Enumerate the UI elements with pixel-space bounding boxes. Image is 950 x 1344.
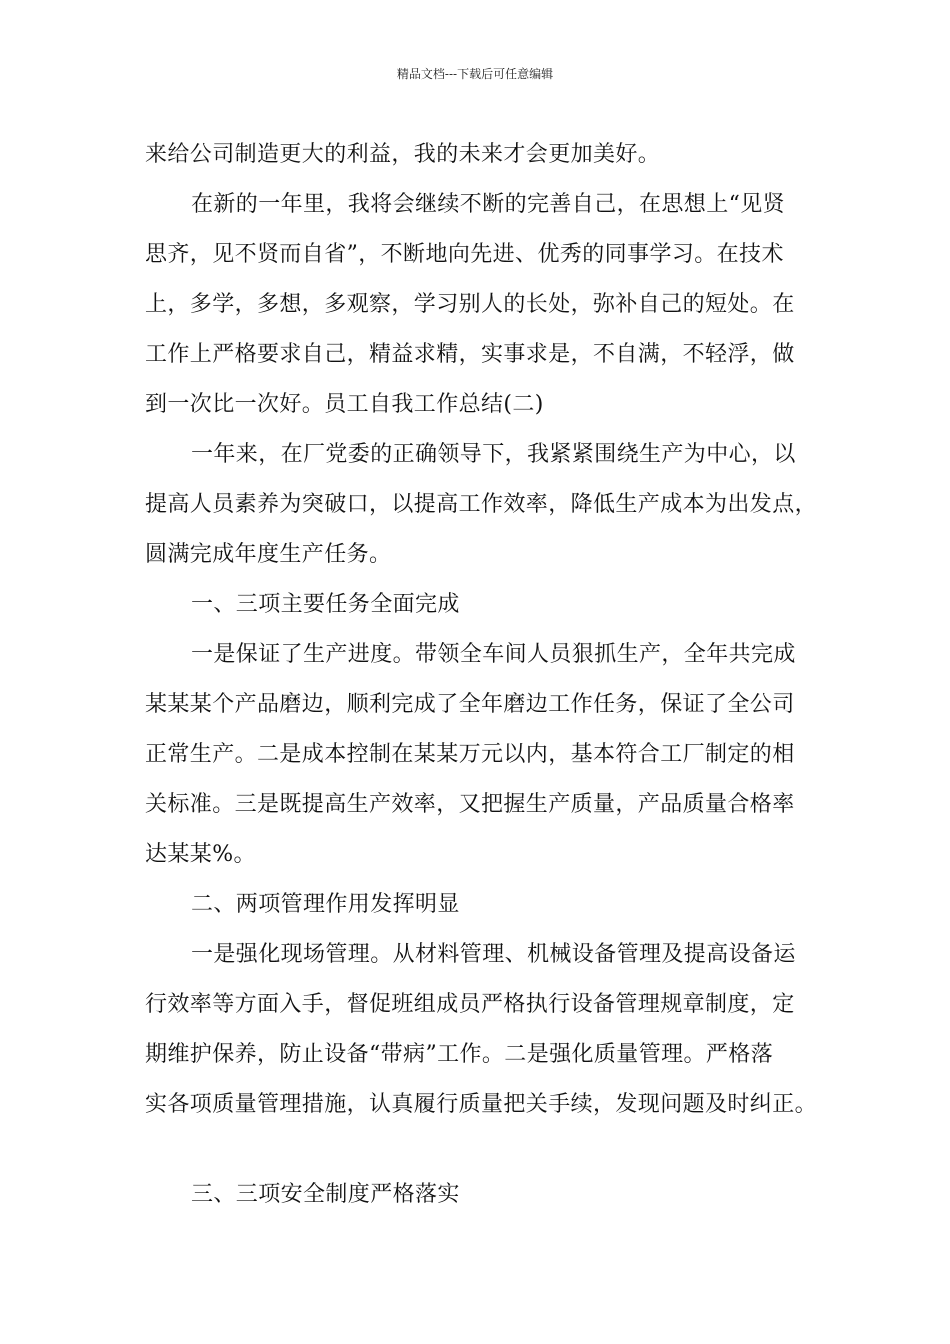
text-line: 行效率等方面入手，督促班组成员严格执行设备管理规章制度，定 (145, 992, 795, 1017)
text-line: 来给公司制造更大的利益，我的未来才会更加美好。 (145, 142, 661, 167)
paragraph-spacer (145, 1130, 825, 1170)
paragraph-first-line: 一年来，在厂党委的正确领导下，我紧紧围绕生产为中心，以 (191, 442, 796, 467)
text-line: 期维护保养，防止设备“带病”工作。二是强化质量管理。严格落 (145, 1042, 774, 1067)
section-heading: 二、两项管理作用发挥明显 (191, 892, 460, 917)
text-line: 实各项质量管理措施，认真履行质量把关手续，发现问题及时纠正。 (145, 1092, 818, 1117)
paragraph-first-line: 一是强化现场管理。从材料管理、机械设备管理及提高设备运 (191, 942, 796, 967)
text-line: 思齐，见不贤而自省”，不断地向先进、优秀的同事学习。在技术 (145, 242, 784, 267)
paragraph-first-line: 一是保证了生产进度。带领全车间人员狠抓生产，全年共完成 (191, 642, 796, 667)
text-line: 某某某个产品磨边，顺利完成了全年磨边工作任务，保证了全公司 (145, 692, 795, 717)
text-line: 关标准。三是既提高生产效率，又把握生产质量，产品质量合格率 (145, 792, 795, 817)
section-heading: 一、三项主要任务全面完成 (191, 592, 460, 617)
section-heading: 三、三项安全制度严格落实 (191, 1182, 460, 1207)
text-line: 提高人员素养为突破口，以提高工作效率，降低生产成本为出发点， (145, 492, 818, 517)
paragraph-first-line: 在新的一年里，我将会继续不断的完善自己，在思想上“见贤 (191, 192, 786, 217)
document-body (145, 130, 825, 1220)
text-line: 达某某%。 (145, 842, 256, 867)
text-line: 到一次比一次好。员工自我工作总结(二) (145, 392, 544, 417)
text-line: 正常生产。二是成本控制在某某万元以内，基本符合工厂制定的相 (145, 742, 795, 767)
text-line: 圆满完成年度生产任务。 (145, 542, 392, 567)
text-line: 上，多学，多想，多观察，学习别人的长处，弥补自己的短处。在 (145, 292, 795, 317)
text-line: 工作上严格要求自己，精益求精，实事求是，不自满，不轻浮，做 (145, 342, 795, 367)
page-header: 精品文档---下载后可任意编辑 (396, 67, 554, 81)
